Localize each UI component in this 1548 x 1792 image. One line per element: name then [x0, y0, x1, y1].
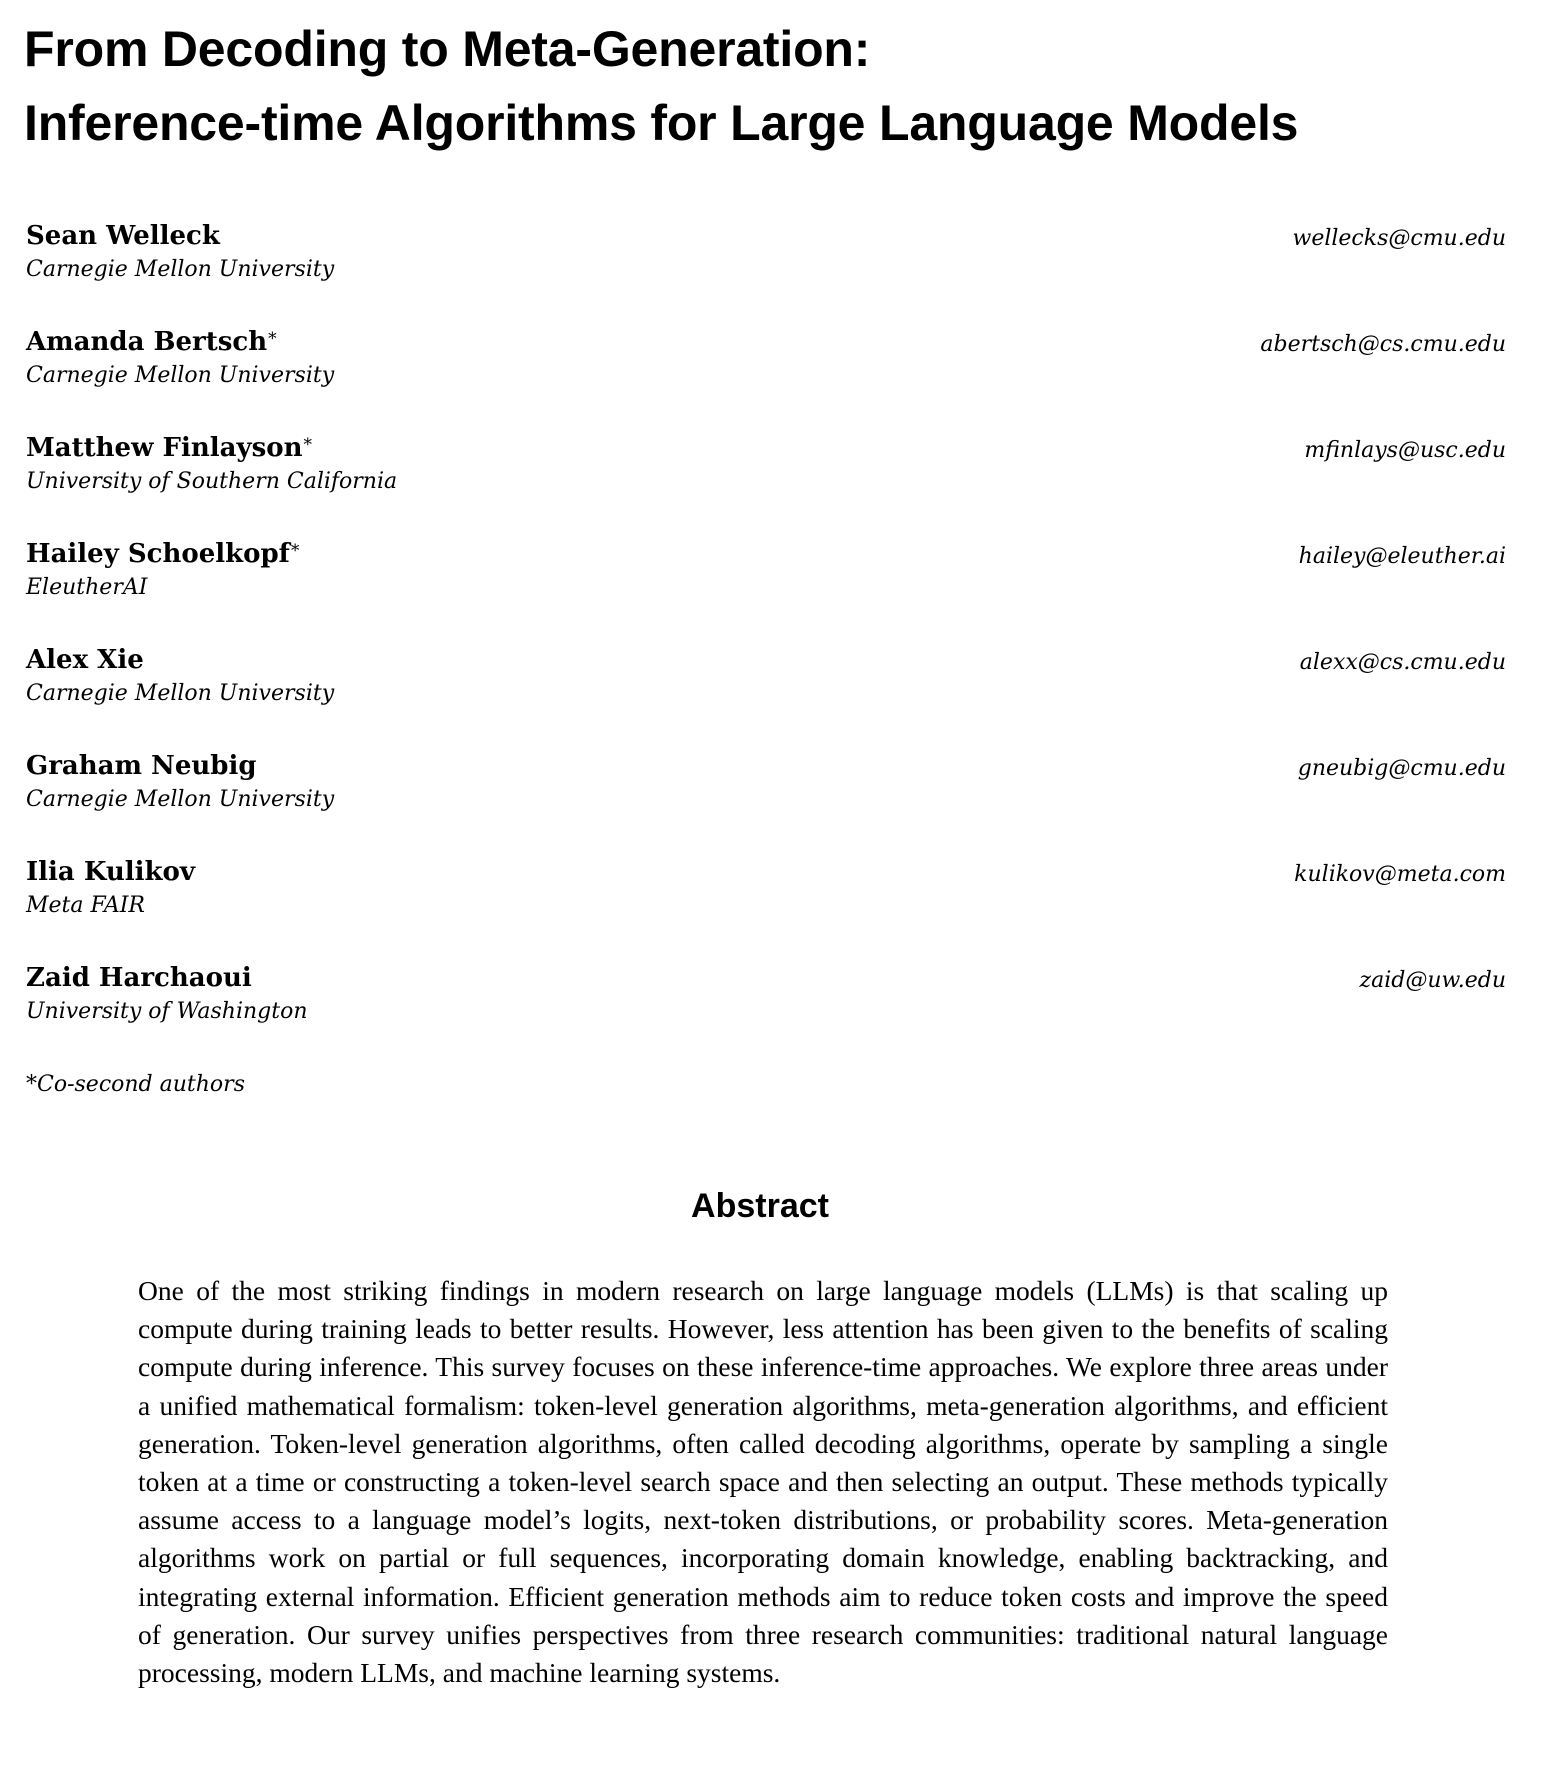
- author-block: [26, 854, 1506, 960]
- author-email: alexx@cs.cmu.edu: [1299, 650, 1506, 675]
- author-block: [26, 218, 1506, 324]
- abstract-heading: Abstract: [691, 1187, 829, 1225]
- title-line-1: From Decoding to Meta-Generation:: [24, 21, 871, 77]
- author-name: Zaid Harchaoui: [26, 963, 252, 993]
- author-email: gneubig@cmu.edu: [1297, 756, 1506, 781]
- author-block: [26, 536, 1506, 642]
- author-name: Matthew Finlayson*: [26, 433, 312, 463]
- author-name: Hailey Schoelkopf*: [26, 539, 300, 569]
- author-name: Alex Xie: [26, 645, 144, 675]
- author-email: zaid@uw.edu: [1359, 968, 1506, 993]
- author-name: Amanda Bertsch*: [26, 327, 277, 357]
- author-block: [26, 430, 1506, 536]
- author-footnote-mark: *: [303, 435, 312, 455]
- author-email: abertsch@cs.cmu.edu: [1260, 332, 1506, 357]
- author-affiliation: Carnegie Mellon University: [26, 257, 335, 282]
- author-affiliation: EleutherAI: [26, 575, 148, 600]
- author-affiliation: University of Southern California: [26, 469, 398, 494]
- author-block: [26, 324, 1506, 430]
- author-block: [26, 642, 1506, 748]
- author-footnote-mark: *: [290, 541, 300, 561]
- author-email: mfinlays@usc.edu: [1304, 438, 1506, 463]
- co-author-footnote: *Co-second authors: [26, 1072, 245, 1097]
- author-footnote-mark: *: [268, 329, 277, 349]
- author-affiliation: University of Washington: [26, 999, 308, 1024]
- abstract-text: One of the most striking findings in modern research on large language models (LLMs) is that scaling up compute during training leads to better results. However, less attention has been given to the benefits of scaling compute during inference. This survey focuses on these inference-time approaches. We explore three areas under a unified mathematical formalism: token-level generation algorithms, meta-generation algorithms, and efficient generation. Token-level generation algorithms, often called decoding algorithms, operate by sampling a single token at a time or constructing a token-level search space and then selecting an output. These methods typically assume access to a language model’s logits, next-token distributions, or probability scores. Meta-generation algorithms work on partial or full sequences, incorporating domain knowledge, enabling backtracking, and integrating external information. Efficient generation methods aim to reduce token costs and improve the speed of generation. Our survey unifies perspectives from three research communities: traditional natural language processing, modern LLMs, and machine learning systems.: [138, 1275, 1388, 1689]
- author-affiliation: Carnegie Mellon University: [26, 681, 335, 706]
- author-affiliation: Carnegie Mellon University: [26, 787, 335, 812]
- author-affiliation: Carnegie Mellon University: [26, 363, 335, 388]
- author-block: [26, 748, 1506, 854]
- author-email: wellecks@cmu.edu: [1292, 226, 1506, 251]
- author-email: kulikov@meta.com: [1294, 862, 1506, 887]
- author-name: Sean Welleck: [26, 221, 220, 251]
- author-name: Graham Neubig: [26, 751, 257, 781]
- paper-title: [24, 12, 1514, 160]
- title-line-2: Inference-time Algorithms for Large Language Models: [24, 95, 1299, 151]
- author-name: Ilia Kulikov: [26, 857, 195, 887]
- author-list: [26, 218, 1506, 1066]
- author-affiliation: Meta FAIR: [26, 893, 145, 918]
- author-block: [26, 960, 1506, 1066]
- author-email: hailey@eleuther.ai: [1298, 544, 1506, 569]
